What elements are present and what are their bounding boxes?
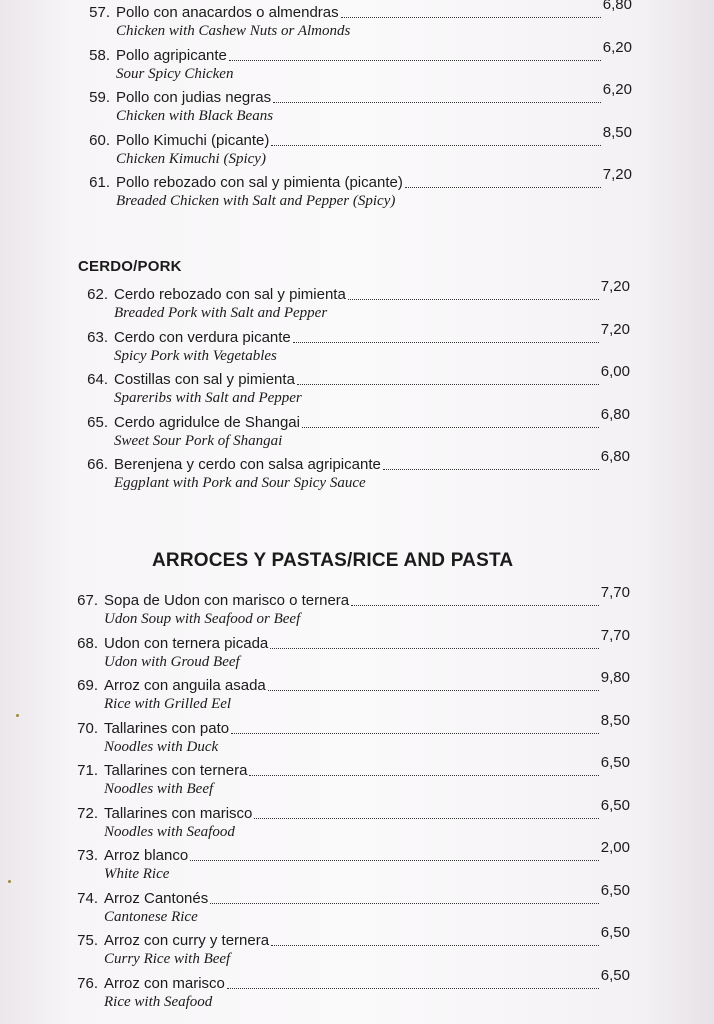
section-heading: ARROCES Y PASTAS/RICE AND PASTA	[152, 550, 514, 571]
item-name-en: Sour Spicy Chicken	[116, 65, 234, 82]
item-number: 71.	[77, 762, 98, 779]
item-number: 65.	[87, 413, 108, 431]
menu-item	[64, 881, 630, 931]
item-price: 6,50	[600, 924, 630, 941]
item-name-en: Chicken with Black Beans	[116, 108, 274, 124]
menu-item	[76, 81, 632, 130]
dot-leader	[271, 945, 599, 946]
dot-leader	[405, 187, 601, 188]
item-number: 70.	[77, 719, 98, 737]
item-name-en: Udon Soup with Seafood or Beef	[104, 611, 301, 627]
menu-item	[74, 405, 630, 455]
dot-leader	[231, 733, 599, 734]
item-number: 76.	[77, 974, 98, 992]
item-number: 64.	[87, 371, 108, 388]
menu-item	[64, 839, 630, 888]
item-price: 6,50	[600, 754, 630, 771]
item-price: 8,50	[600, 711, 630, 729]
menu-item	[64, 966, 630, 1016]
item-name-en: Spicy Pork with Vegetables	[114, 347, 277, 364]
section-pork	[74, 258, 630, 497]
item-name-es: Cerdo con verdura picante	[114, 328, 291, 346]
item-name-es: Pollo Kimuchi (picante)	[116, 131, 270, 149]
dot-leader	[348, 299, 599, 300]
item-price: 2,00	[600, 839, 630, 856]
item-name-en: Noodles with Beef	[104, 781, 214, 797]
item-number: 72.	[77, 804, 98, 822]
item-price: 6,00	[600, 363, 630, 380]
item-number: 74.	[77, 889, 98, 907]
menu-item	[64, 796, 630, 846]
item-price: 8,50	[602, 123, 632, 141]
dot-leader	[254, 818, 598, 819]
item-name-es: Arroz blanco	[104, 847, 189, 864]
item-name-en: Noodles with Duck	[104, 738, 219, 755]
item-name-en: Breaded Pork with Salt and Pepper	[114, 305, 328, 321]
item-name-en: Cantonese Rice	[104, 908, 198, 925]
item-name-en: Udon with Groud Beef	[104, 653, 240, 670]
item-number: 75.	[77, 932, 98, 949]
menu-item	[64, 584, 630, 633]
item-name-es: Tallarines con marisco	[104, 804, 253, 822]
item-number: 62.	[87, 286, 108, 303]
item-name-en: Breaded Chicken with Salt and Pepper (Spicy)	[116, 193, 396, 209]
dot-leader	[227, 988, 599, 989]
item-price: 7,20	[602, 166, 632, 183]
item-price: 6,80	[600, 448, 630, 465]
item-number: 69.	[77, 677, 98, 694]
item-price: 6,50	[600, 881, 630, 899]
dot-leader	[210, 903, 599, 904]
item-name-es: Pollo con judias negras	[116, 89, 272, 106]
item-name-en: Rice with Seafood	[104, 993, 213, 1010]
item-name-es: Berenjena y cerdo con salsa agripicante	[114, 456, 381, 473]
item-price: 7,70	[600, 584, 630, 601]
item-name-es: Costillas con sal y pimienta	[114, 371, 295, 388]
dot-leader	[297, 384, 599, 385]
item-name-es: Tallarines con ternera	[104, 762, 248, 779]
item-name-en: Eggplant with Pork and Sour Spicy Sauce	[114, 475, 366, 491]
item-name-es: Udon con ternera picada	[104, 634, 269, 652]
menu-item	[74, 278, 630, 327]
item-price: 9,80	[600, 669, 630, 686]
menu-item	[74, 320, 630, 370]
item-price: 6,20	[602, 81, 632, 98]
dot-leader	[302, 427, 599, 428]
menu-item	[64, 754, 630, 803]
menu-item	[64, 626, 630, 676]
item-number: 57.	[89, 4, 110, 21]
item-name-es: Pollo agripicante	[116, 46, 227, 64]
item-name-es: Arroz con marisco	[104, 974, 225, 992]
dot-leader	[383, 469, 599, 470]
item-name-es: Sopa de Udon con marisco o ternera	[104, 592, 350, 609]
item-name-es: Cerdo rebozado con sal y pimienta	[114, 286, 346, 303]
item-number: 66.	[87, 456, 108, 473]
item-price: 6,20	[602, 38, 632, 56]
dot-leader	[229, 60, 601, 61]
item-name-es: Pollo con anacardos o almendras	[116, 4, 339, 21]
dot-leader	[273, 102, 601, 103]
dot-leader	[341, 17, 601, 18]
menu-item	[74, 363, 630, 412]
dot-leader	[293, 342, 599, 343]
item-number: 61.	[89, 174, 110, 191]
paper-speck	[16, 714, 19, 717]
item-price: 6,80	[600, 405, 630, 423]
item-name-es: Cerdo agridulce de Shangai	[114, 413, 300, 431]
item-number: 59.	[89, 89, 110, 106]
item-price: 7,20	[600, 320, 630, 338]
item-number: 58.	[89, 46, 110, 64]
menu-item	[64, 669, 630, 718]
item-name-en: Rice with Grilled Eel	[104, 696, 232, 712]
menu-item	[74, 448, 630, 497]
item-name-es: Arroz con anguila asada	[104, 677, 266, 694]
dot-leader	[249, 775, 598, 776]
item-name-es: Arroz con curry y ternera	[104, 932, 270, 949]
item-price: 6,50	[600, 796, 630, 814]
item-number: 73.	[77, 847, 98, 864]
section-chicken	[76, 2, 632, 215]
section-heading: CERDO/PORK	[78, 258, 182, 275]
dot-leader	[190, 860, 599, 861]
item-name-en: Spareribs with Salt and Pepper	[114, 390, 302, 406]
item-name-en: Sweet Sour Pork of Shangai	[114, 432, 283, 449]
item-name-en: Noodles with Seafood	[104, 823, 235, 840]
item-price: 6,80	[602, 0, 632, 13]
menu-item	[64, 924, 630, 973]
menu-item	[76, 2, 632, 45]
item-name-es: Pollo rebozado con sal y pimienta (picante)	[116, 174, 403, 191]
item-name-es: Tallarines con pato	[104, 719, 230, 737]
dot-leader	[351, 605, 599, 606]
menu-item	[76, 38, 632, 88]
menu-item	[76, 123, 632, 173]
menu-item	[76, 166, 632, 215]
item-number: 68.	[77, 634, 98, 652]
item-price: 7,70	[600, 626, 630, 644]
item-number: 67.	[77, 592, 98, 609]
item-price: 7,20	[600, 278, 630, 295]
section-rice-pasta	[64, 584, 630, 1015]
dot-leader	[270, 648, 599, 649]
item-name-en: Chicken with Cashew Nuts or Almonds	[116, 23, 351, 39]
item-name-es: Arroz Cantonés	[104, 889, 209, 907]
item-name-en: Chicken Kimuchi (Spicy)	[116, 150, 266, 167]
menu-item	[64, 711, 630, 761]
item-number: 63.	[87, 328, 108, 346]
paper-speck	[8, 880, 11, 883]
dot-leader	[271, 145, 600, 146]
item-number: 60.	[89, 131, 110, 149]
item-name-en: White Rice	[104, 866, 170, 882]
item-price: 6,50	[600, 966, 630, 984]
dot-leader	[268, 690, 599, 691]
item-name-en: Curry Rice with Beef	[104, 951, 231, 967]
